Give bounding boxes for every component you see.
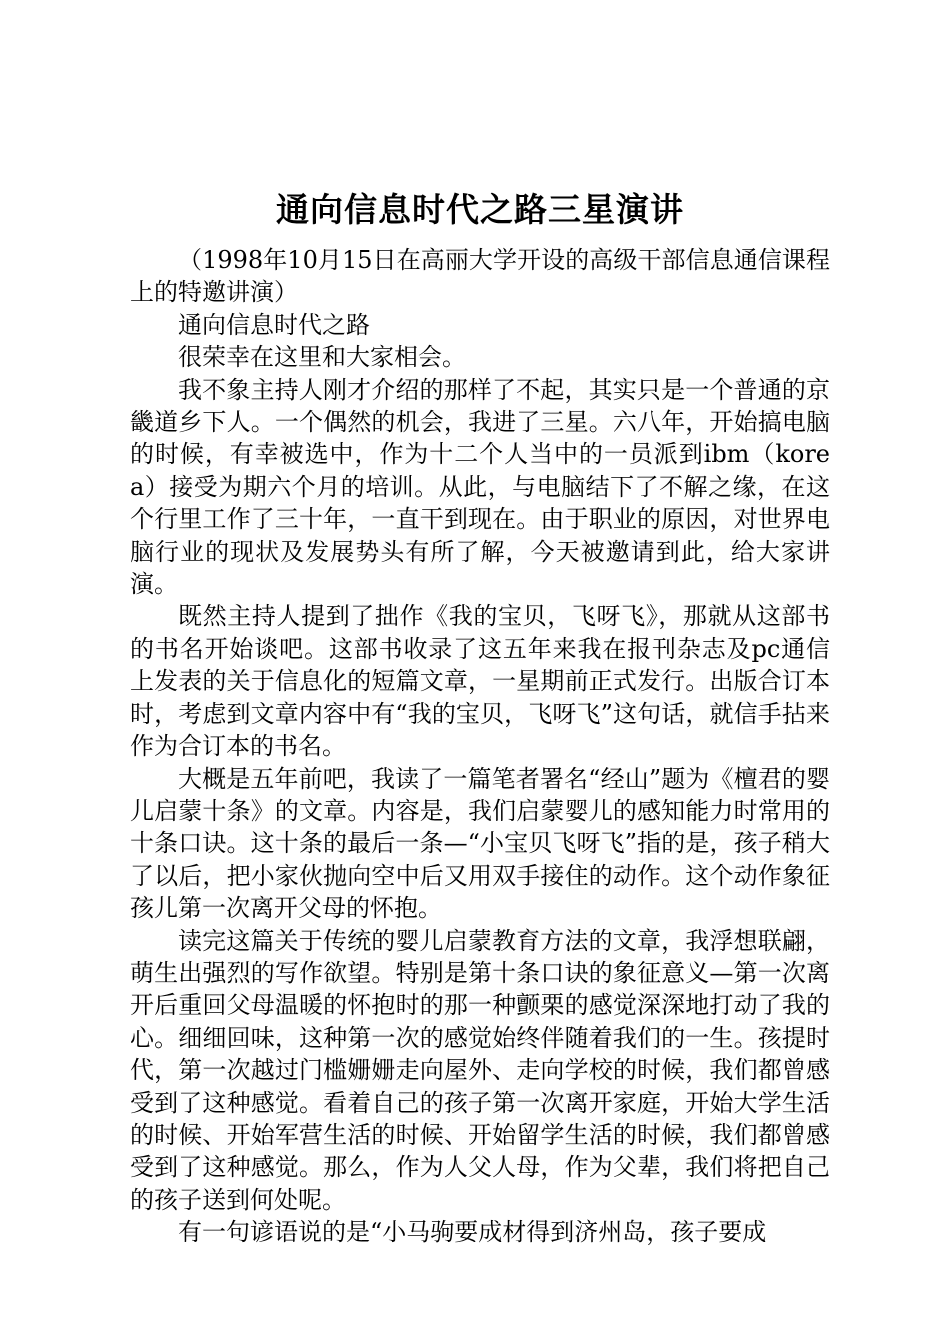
body-paragraph: 我不象主持人刚才介绍的那样了不起，其实只是一个普通的京畿道乡下人。一个偶然的机会，我进了三星。六八年，开始搞电脑的时候，有幸被选中，作为十二个人当中的一员派到ibm（korea）接受为期六个月的培训。从此，与电脑结下了不解之缘，在这个行里工作了三十年，一直干到现在。由于职业的原因，对世界电脑行业的现状及发展势头有所了解，今天被邀请到此，给大家讲演。 — [130, 375, 830, 599]
body-paragraph: 既然主持人提到了拙作《我的宝贝，飞呀飞》，那就从这部书的书名开始谈吧。这部书收录了这五年来我在报刊杂志及pc通信上发表的关于信息化的短篇文章，一星期前正式发行。出版合订本时，考虑到文章内容中有“我的宝贝，飞呀飞”这句话，就信手拈来作为合订本的书名。 — [130, 602, 830, 761]
greeting-paragraph: 很荣幸在这里和大家相会。 — [178, 343, 466, 372]
body-paragraph: 大概是五年前吧，我读了一篇笔者署名“经山”题为《檀君的婴儿启蒙十条》的文章。内容是，我们启蒙婴儿的感知能力时常用的十条口诀。这十条的最后一条—“小宝贝飞呀飞”指的是，孩子稍大了以后，把小家伙抛向空中后又用双手接住的动作。这个动作象征孩儿第一次离开父母的怀抱。 — [130, 764, 830, 923]
body-paragraph: 有一句谚语说的是“小马驹要成材得到济州岛，孩子要成 — [178, 1218, 767, 1247]
body-paragraph: 读完这篇关于传统的婴儿启蒙教育方法的文章，我浮想联翩，萌生出强烈的写作欲望。特别是第十条口诀的象征意义—第一次离开后重回父母温暖的怀抱时的那一种颤栗的感觉深深地打动了我的心。细细回味，这种第一次的感觉始终伴随着我们的一生。孩提时代，第一次越过门槛姗姗走向屋外、走向学校的时候，我们都曾感受到了这种感觉。看着自己的孩子第一次离开家庭，开始大学生活的时候、开始军营生活的时候、开始留学生活的时候，我们都曾感受到了这种感觉。那么，作为人父人母，作为父辈，我们将把自己的孩子送到何处呢。 — [130, 926, 830, 1214]
document-page — [130, 182, 830, 1249]
subtitle-paragraph: （1998年10月15日在高丽大学开设的高级干部信息通信课程上的特邀讲演） — [130, 246, 830, 307]
document-title: 通向信息时代之路三星演讲 — [276, 190, 684, 229]
section-heading-paragraph: 通向信息时代之路 — [178, 310, 370, 339]
